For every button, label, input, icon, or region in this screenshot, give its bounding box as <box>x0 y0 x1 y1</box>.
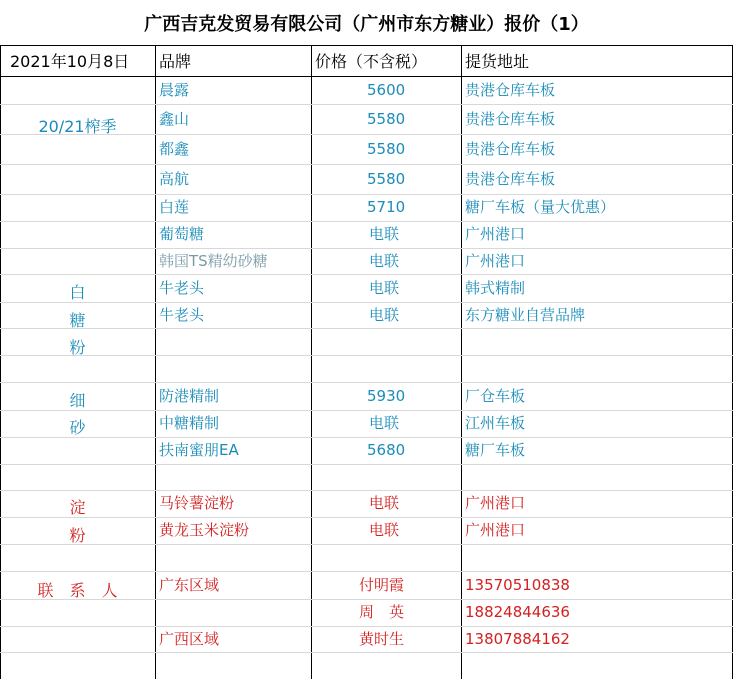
price-cell: 5930 <box>367 387 406 405</box>
brand-cell: 鑫山 <box>159 110 190 128</box>
price-cell: 电联 <box>369 521 400 539</box>
contact-phone: 13570510838 <box>465 576 570 594</box>
brand-cell: 韩国TS精幼砂糖 <box>159 252 268 270</box>
grid-line <box>311 46 312 679</box>
header-date: 2021年10月8日 <box>10 52 130 71</box>
brand-cell: 牛老头 <box>159 306 205 324</box>
grid-line <box>0 274 733 275</box>
contact-phone: 13807884162 <box>465 630 570 648</box>
grid-line <box>0 221 733 222</box>
brand-cell: 中糖精制 <box>159 414 220 432</box>
brand-cell: 晨露 <box>159 81 190 99</box>
address-cell: 糖厂车板（量大优惠） <box>465 198 616 216</box>
address-cell: 厂仓车板 <box>465 387 526 405</box>
contact-region: 广西区域 <box>159 630 220 648</box>
grid-line <box>0 248 733 249</box>
address-cell: 贵港仓库车板 <box>465 140 556 158</box>
grid-line <box>0 652 733 653</box>
brand-cell: 牛老头 <box>159 279 205 297</box>
address-cell: 贵港仓库车板 <box>465 81 556 99</box>
price-cell: 5710 <box>367 198 406 216</box>
address-cell: 广州港口 <box>465 252 526 270</box>
header-brand: 品牌 <box>159 52 192 71</box>
grid-line <box>0 164 733 165</box>
price-cell: 电联 <box>369 306 400 324</box>
price-cell: 电联 <box>369 252 400 270</box>
address-cell: 广州港口 <box>465 225 526 243</box>
grid-line <box>155 46 156 679</box>
grid-line <box>461 46 462 679</box>
category-powder-2: 糖 <box>69 311 86 330</box>
price-cell: 5600 <box>367 81 406 99</box>
category-starch-1: 淀 <box>69 498 86 517</box>
brand-cell: 马铃薯淀粉 <box>159 494 235 512</box>
address-cell: 糖厂车板 <box>465 441 526 459</box>
category-cane-season: 20/21榨季 <box>38 117 117 136</box>
category-fine-2: 砂 <box>69 418 86 437</box>
category-fine-1: 细 <box>69 391 86 410</box>
address-cell: 东方糖业自营品牌 <box>465 306 586 324</box>
price-cell: 电联 <box>369 494 400 512</box>
address-cell: 韩式精制 <box>465 279 526 297</box>
sheet-title: 广西吉克发贸易有限公司（广州市东方糖业）报价（1） <box>0 0 733 46</box>
category-starch-2: 粉 <box>69 526 86 545</box>
price-cell: 5580 <box>367 140 406 158</box>
category-powder-1: 白 <box>69 283 86 302</box>
contact-phone: 18824844636 <box>465 603 570 621</box>
header-price: 价格（不含税） <box>315 52 428 71</box>
address-cell: 贵港仓库车板 <box>465 170 556 188</box>
grid-line <box>0 571 733 572</box>
grid-line <box>0 464 733 465</box>
grid-line <box>0 626 733 627</box>
price-cell: 5580 <box>367 170 406 188</box>
address-cell: 广州港口 <box>465 494 526 512</box>
contact-name: 黄时生 <box>359 630 405 648</box>
header-address: 提货地址 <box>465 52 530 71</box>
brand-cell: 扶南蜜朋EA <box>159 441 239 459</box>
grid-line <box>0 104 733 105</box>
price-cell: 5580 <box>367 110 406 128</box>
address-cell: 广州港口 <box>465 521 526 539</box>
grid-line <box>0 194 733 195</box>
brand-cell: 高航 <box>159 170 190 188</box>
contact-name: 周 英 <box>359 603 405 621</box>
price-cell: 电联 <box>369 414 400 432</box>
category-contact: 联 系 人 <box>37 581 118 600</box>
grid-line <box>0 382 733 383</box>
price-cell: 5680 <box>367 441 406 459</box>
grid-line <box>0 490 733 491</box>
address-cell: 贵港仓库车板 <box>465 110 556 128</box>
brand-cell: 防港精制 <box>159 387 220 405</box>
brand-cell: 黄龙玉米淀粉 <box>159 521 250 539</box>
contact-region: 广东区域 <box>159 576 220 594</box>
grid-line <box>0 76 733 77</box>
category-powder-3: 粉 <box>69 338 86 357</box>
contact-name: 付明霞 <box>359 576 405 594</box>
brand-cell: 都鑫 <box>159 140 190 158</box>
brand-cell: 白莲 <box>159 198 190 216</box>
price-cell: 电联 <box>369 225 400 243</box>
price-cell: 电联 <box>369 279 400 297</box>
address-cell: 江州车板 <box>465 414 526 432</box>
brand-cell: 葡萄糖 <box>159 225 205 243</box>
